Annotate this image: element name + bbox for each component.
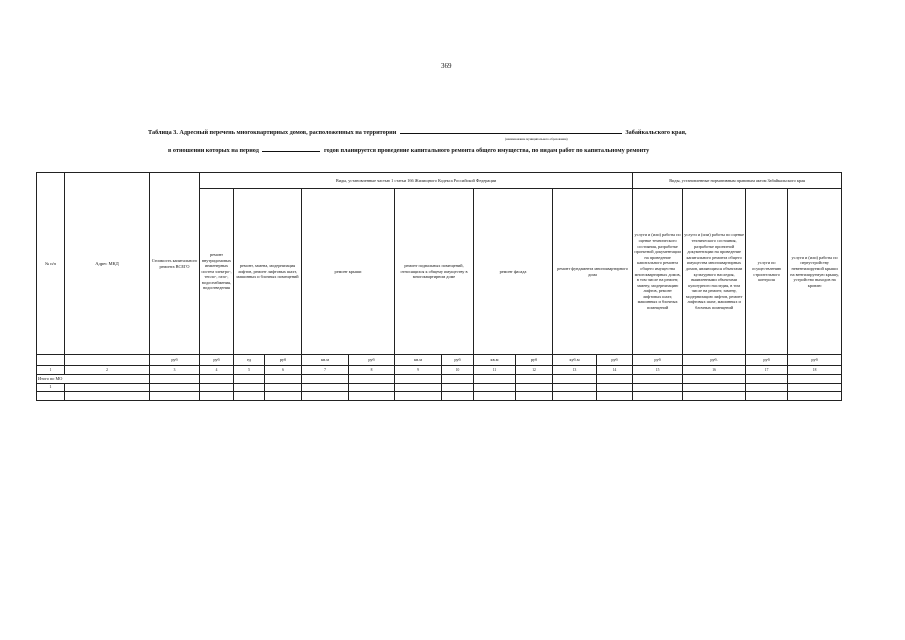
header-group-housing-code: Виды, установленные частью 1 статьи 166 Жилищного Кодекса Российской Федерации (200, 173, 633, 189)
header-total-cost: Стоимость капитального ремонта ВСЕГО (150, 173, 200, 355)
col-number-cell: 6 (265, 366, 302, 375)
unit-cell: руб (442, 355, 474, 366)
header-foundation: ремонт фундамента многоквартирного дома (553, 189, 633, 355)
table-row (37, 392, 842, 401)
unit-cell: руб (597, 355, 633, 366)
col-number-cell: 18 (788, 366, 842, 375)
header-services-docs-2: услуги и (или) работы по оценке технического состояния, разработке проектной документации на проведение капитального ремонта общего имущества многоквартирных домов, являющихся объектами культурного наследия, выявленными объектами культурного наследия, в том числе на ремонт, замену, модернизацию лифтов, ремонт лифтовых шахт, машинных и блочных помещений (683, 189, 746, 355)
unit-cell: руб (200, 355, 234, 366)
unit-cell: кв.м (395, 355, 442, 366)
col-number-cell: 15 (633, 366, 683, 375)
col-number-cell: 11 (474, 366, 516, 375)
title-part1: Таблица 3. Адресный перечень многоквартирных домов, расположенных на территории (148, 129, 397, 136)
table-title-line2 (168, 146, 649, 154)
unit-cell: руб (150, 355, 200, 366)
header-ventilation: услуги и (или) работы по переустройству невентилируемой крыши на вентилируемую крышу, устройство выходов на кровлю (788, 189, 842, 355)
unit-cell: руб (349, 355, 395, 366)
unit-cell: руб (746, 355, 788, 366)
unit-cell: руб (516, 355, 553, 366)
unit-cell: кв.м (302, 355, 349, 366)
total-label: Итого по МО (37, 375, 150, 384)
header-facade: ремонт фасада (474, 189, 553, 355)
unit-cell: руб. (683, 355, 746, 366)
col-number-cell: 16 (683, 366, 746, 375)
col-number-cell: 8 (349, 366, 395, 375)
header-address: Адрес МКД (65, 173, 150, 355)
col-number-cell: 7 (302, 366, 349, 375)
title-line2-part2: годов планируется проведение капитального ремонта общего имущества, по видам работ по капитальному ремонту (323, 147, 650, 154)
col-number-cell: 2 (65, 366, 150, 375)
col-number-cell: 5 (234, 366, 265, 375)
municipality-sublabel: (наименование муниципального образования) (505, 137, 568, 141)
title-part2: Забайкальского края, (625, 129, 687, 136)
table-cell (65, 355, 150, 366)
table-row (37, 383, 842, 392)
col-number-cell: 14 (597, 366, 633, 375)
header-roof: ремонт крыши (302, 189, 395, 355)
units-row (37, 355, 842, 366)
page-number: 369 (441, 62, 452, 70)
row-number: 1 (37, 383, 65, 392)
unit-cell: руб (633, 355, 683, 366)
municipality-blank (400, 128, 622, 134)
period-blank (262, 146, 320, 152)
col-number-cell: 17 (746, 366, 788, 375)
col-number-cell: 13 (553, 366, 597, 375)
header-services-docs-1: услуги и (или) работы по оценке технического состояния, разработке проектной документации на проведение капитального ремонта общего имущества многоквартирных домов, в том числе на ремонт, замену, модернизацию лифтов, ремонт лифтовых шахт, машинных и блочных помещений (633, 189, 683, 355)
unit-cell: куб.м (553, 355, 597, 366)
total-row (37, 375, 842, 384)
unit-cell: руб (265, 355, 302, 366)
header-elevators: ремонт, замена, модернизация лифтов, ремонт лифтовых шахт, машинных и блочных помещений (234, 189, 302, 355)
header-engineering: ремонт внутридомовых инженерных систем электро-, тепло-, газо-, водоснабжения, водоотведения (200, 189, 234, 355)
table-cell (37, 355, 65, 366)
unit-cell: руб (788, 355, 842, 366)
header-no: № п/п (37, 173, 65, 355)
col-number-cell: 1 (37, 366, 65, 375)
unit-cell: кв.м (474, 355, 516, 366)
header-construction-control: услуги по осуществлению строительного контроля (746, 189, 788, 355)
col-number-cell: 10 (442, 366, 474, 375)
col-number-cell: 3 (150, 366, 200, 375)
table-title (148, 128, 686, 136)
address-list-table (36, 172, 842, 401)
header-group-regional: Виды, установленные нормативным правовым актом Забайкальского края (633, 173, 842, 189)
title-line2-part1: в отношении которых на период (168, 147, 259, 154)
col-number-cell: 12 (516, 366, 553, 375)
column-numbers-row (37, 366, 842, 375)
col-number-cell: 9 (395, 366, 442, 375)
unit-cell: ед (234, 355, 265, 366)
col-number-cell: 4 (200, 366, 234, 375)
header-basement: ремонт подвальных помещений, относящихся к общему имуществу в многоквартирном доме (395, 189, 474, 355)
